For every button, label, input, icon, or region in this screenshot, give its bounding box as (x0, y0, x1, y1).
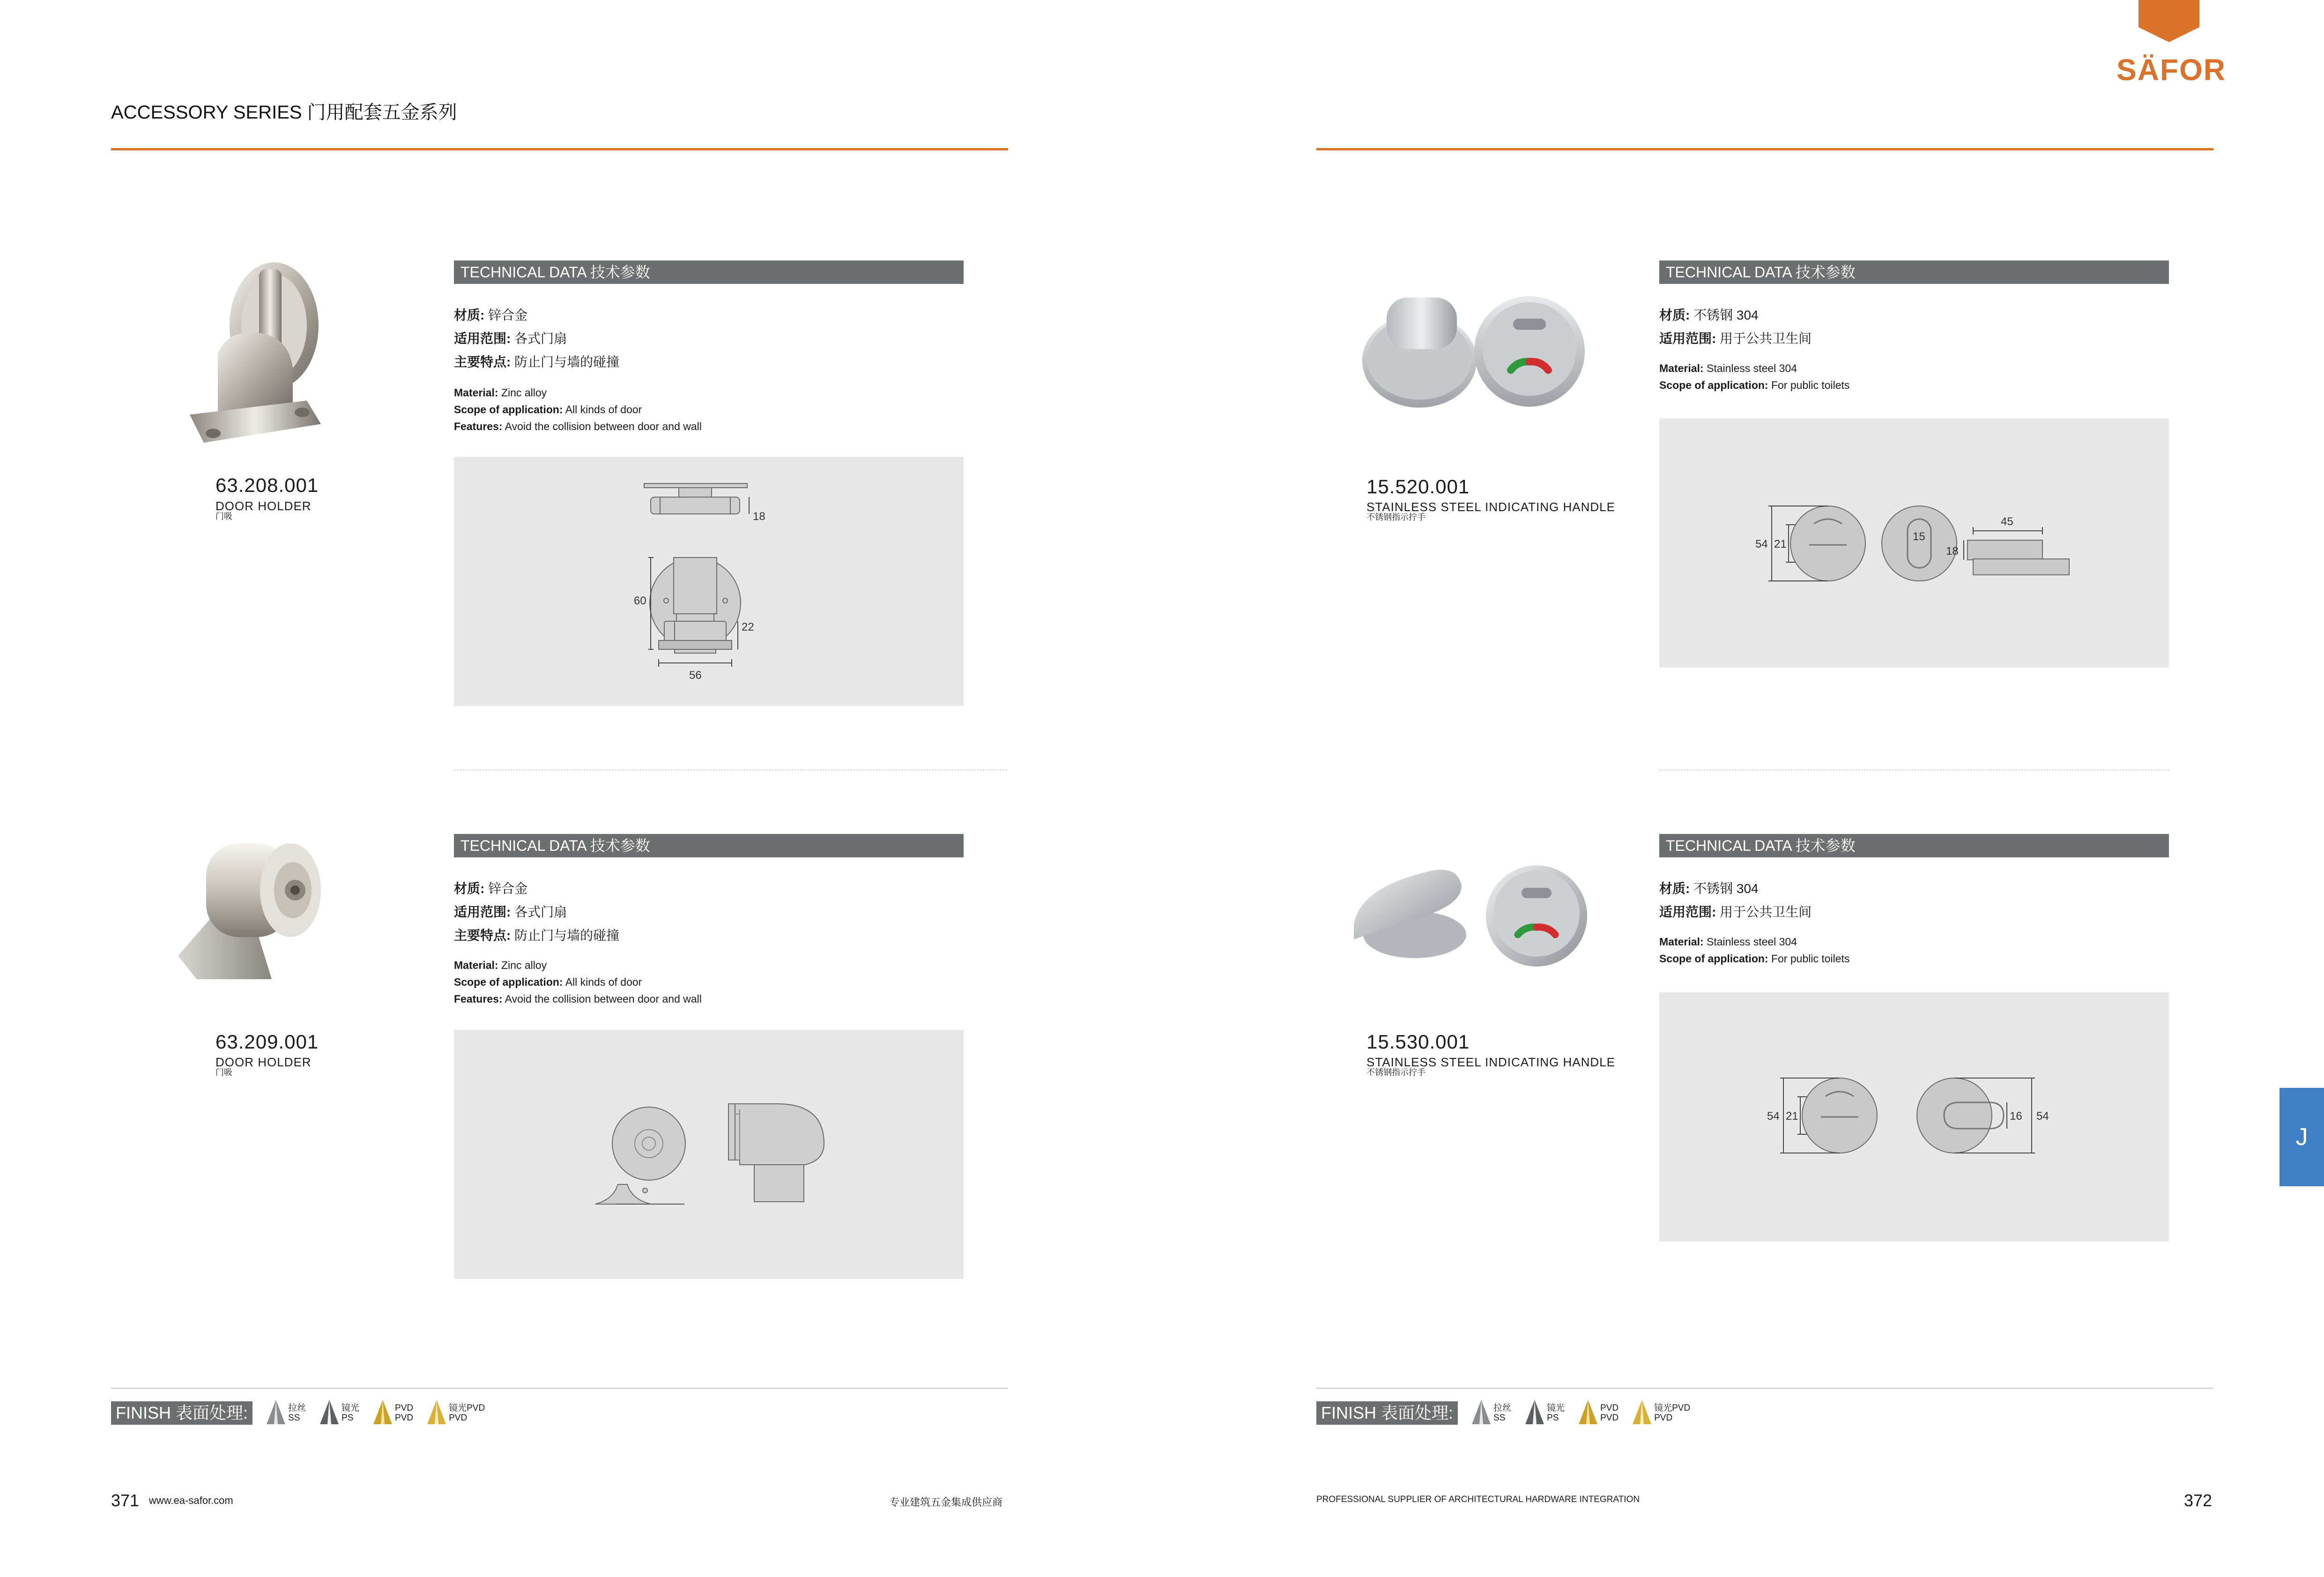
finish-en: PVD (449, 1413, 468, 1423)
page-number-right: 372 (2184, 1491, 2213, 1510)
finish-en: PVD (1654, 1413, 1673, 1423)
finish-swatch (1525, 1400, 1565, 1426)
technical-data-header: TECHNICAL DATA 技术参数 (454, 260, 964, 284)
spec-block-en (1659, 360, 1849, 394)
spec-block-cn (1659, 877, 1812, 924)
dim-label: 54 (1755, 538, 1768, 550)
logo-shield-icon (2136, 0, 2202, 43)
spec-label: 主要特点: (454, 355, 511, 369)
finish-cone-icon (1579, 1400, 1597, 1426)
finish-cone-icon (427, 1400, 446, 1426)
spec-value: 锌合金 (488, 308, 528, 322)
finish-en: SS (1493, 1413, 1506, 1423)
finish-strip-right (1316, 1400, 1690, 1426)
dim-label: 22 (742, 621, 754, 633)
product-code: 63.208.001 (215, 474, 319, 496)
technical-data-header: TECHNICAL DATA 技术参数 (454, 834, 964, 857)
finish-cn: 镜光PVD (1654, 1403, 1691, 1413)
product-name: STAINLESS STEEL INDICATING HANDLE (1366, 1055, 1615, 1069)
spec-label: Scope of application: (454, 976, 563, 988)
dim-label: 60 (634, 595, 646, 607)
spec-label: 材质: (454, 881, 485, 896)
header-rule-left (111, 148, 1008, 150)
spec-value: Avoid the collision between door and wall (505, 420, 702, 432)
spec-value: All kinds of door (565, 403, 642, 416)
spec-value: All kinds of door (565, 976, 642, 988)
finish-label: FINISH 表面处理: (1316, 1401, 1458, 1425)
dim-label: 18 (1946, 545, 1959, 558)
technical-data-header: TECHNICAL DATA 技术参数 (1659, 260, 2169, 284)
finish-label: FINISH 表面处理: (111, 1401, 252, 1425)
finish-en: PS (1547, 1413, 1559, 1423)
spec-label: 主要特点: (454, 928, 511, 943)
footer-tagline-en: PROFESSIONAL SUPPLIER OF ARCHITECTURAL HARDWARE INTEGRATION (1316, 1495, 1640, 1504)
brand-logo: SÄFOR (2116, 53, 2226, 87)
finish-cone-icon (320, 1400, 339, 1426)
spec-value: For public toilets (1771, 952, 1850, 965)
finish-rule-left (111, 1388, 1008, 1389)
spec-label: Features: (454, 420, 503, 432)
finish-swatch (1472, 1400, 1511, 1426)
finish-rule-right (1316, 1388, 2213, 1389)
dim-label: 45 (2001, 515, 2013, 528)
spec-value: Zinc alloy (501, 387, 547, 399)
dim-label: 56 (689, 669, 702, 682)
finish-swatch (320, 1400, 359, 1426)
series-title: ACCESSORY SERIES 门用配套五金系列 (111, 102, 457, 123)
spec-label: Material: (1659, 936, 1704, 948)
spec-block-en (454, 384, 702, 435)
spec-label: Scope of application: (454, 403, 563, 416)
indicating-handle-photo-icon (1359, 290, 1593, 412)
spec-value: 各式门扇 (514, 905, 567, 919)
product-code: 15.530.001 (1366, 1031, 1470, 1053)
spec-value: 防止门与墙的碰撞 (514, 928, 620, 943)
spec-label: 适用范围: (454, 331, 511, 346)
spec-label: Features: (454, 993, 503, 1005)
spec-block-cn (454, 877, 619, 947)
finish-cn: 镜光PVD (449, 1403, 485, 1413)
product-name-cn: 不锈钢指示拧手 (1366, 1068, 1426, 1077)
dim-label: 21 (1786, 1110, 1798, 1123)
finish-swatch (373, 1400, 413, 1426)
finish-cn: 镜光 (1547, 1403, 1565, 1413)
spec-block-cn (1659, 304, 1812, 350)
finish-cn: 拉丝 (288, 1403, 306, 1413)
header-rule-right (1316, 148, 2213, 150)
spec-value: Stainless steel 304 (1706, 362, 1797, 374)
spec-block-cn (454, 304, 619, 374)
spec-value: 锌合金 (488, 881, 528, 896)
spec-label: Scope of application: (1659, 952, 1768, 965)
spec-label: Material: (1659, 362, 1704, 374)
dim-label: 15 (1913, 530, 1925, 543)
spec-value: 各式门扇 (514, 331, 567, 346)
product-name-cn: 门吸 (215, 1068, 232, 1077)
dim-label: 21 (1774, 538, 1787, 550)
spec-value: For public toilets (1771, 379, 1850, 391)
finish-cn: 镜光 (342, 1403, 360, 1413)
spec-value: 不锈钢 304 (1693, 881, 1759, 896)
technical-data-header: TECHNICAL DATA 技术参数 (1659, 834, 2169, 857)
finish-cn: PVD (1600, 1403, 1619, 1413)
dim-label: 18 (753, 510, 765, 523)
finish-cn: 拉丝 (1493, 1403, 1512, 1413)
spec-label: 适用范围: (1659, 905, 1716, 919)
dim-label: 16 (2010, 1110, 2022, 1123)
finish-cone-icon (1633, 1400, 1651, 1426)
technical-drawing (1659, 992, 2169, 1242)
spec-value: Stainless steel 304 (1706, 936, 1797, 948)
spec-value: 不锈钢 304 (1693, 308, 1759, 322)
spec-label: 材质: (1659, 881, 1690, 896)
product-name: STAINLESS STEEL INDICATING HANDLE (1366, 500, 1615, 514)
product-name-cn: 不锈钢指示拧手 (1366, 513, 1426, 522)
spec-value: 用于公共卫生间 (1720, 905, 1812, 919)
finish-cone-icon (1525, 1400, 1544, 1426)
spec-label: 适用范围: (1659, 331, 1716, 346)
product-name-cn: 门吸 (215, 512, 232, 521)
product-code: 15.520.001 (1366, 476, 1470, 498)
website-link[interactable]: www.ea-safor.com (149, 1495, 233, 1506)
spec-label: Material: (454, 387, 498, 399)
spec-block-en (454, 957, 702, 1007)
technical-drawing (454, 1030, 964, 1279)
technical-drawing (1659, 418, 2169, 668)
finish-cone-icon (1472, 1400, 1491, 1426)
finish-en: SS (288, 1413, 300, 1423)
door-holder-photo-icon (185, 260, 326, 457)
finish-swatch (1633, 1400, 1690, 1426)
dim-label: 54 (2036, 1110, 2049, 1123)
row-divider-left (454, 769, 1007, 771)
footer-tagline-cn: 专业建筑五金集成供应商 (889, 1496, 1003, 1508)
spec-label: 材质: (454, 308, 485, 322)
finish-en: PS (342, 1413, 354, 1423)
spec-value: 用于公共卫生间 (1720, 331, 1812, 346)
finish-swatch (1579, 1400, 1619, 1426)
spec-label: 材质: (1659, 308, 1690, 322)
spec-value: Avoid the collision between door and wall (505, 993, 702, 1005)
product-code: 63.209.001 (215, 1031, 319, 1053)
indicating-handle-lever-photo-icon (1344, 860, 1597, 967)
finish-cone-icon (373, 1400, 392, 1426)
spec-value: Zinc alloy (501, 959, 547, 971)
finish-en: PVD (395, 1413, 414, 1423)
section-tab[interactable]: J (2279, 1088, 2324, 1186)
page-number-left: 371 (111, 1491, 140, 1510)
row-divider-right (1659, 769, 2169, 771)
spec-label: 适用范围: (454, 905, 511, 919)
spec-label: Scope of application: (1659, 379, 1768, 391)
product-name: DOOR HOLDER (215, 1055, 312, 1069)
spec-block-en (1659, 933, 1849, 967)
product-name: DOOR HOLDER (215, 499, 312, 513)
spec-value: 防止门与墙的碰撞 (514, 355, 620, 369)
finish-swatch (427, 1400, 485, 1426)
finish-strip-left (111, 1400, 485, 1426)
technical-drawing (454, 457, 964, 706)
finish-swatch (267, 1400, 306, 1426)
finish-en: PVD (1600, 1413, 1619, 1423)
door-holder-cylinder-photo-icon (178, 839, 337, 989)
finish-cn: PVD (395, 1403, 414, 1413)
dim-label: 54 (1767, 1110, 1780, 1123)
spec-label: Material: (454, 959, 498, 971)
finish-cone-icon (267, 1400, 285, 1426)
